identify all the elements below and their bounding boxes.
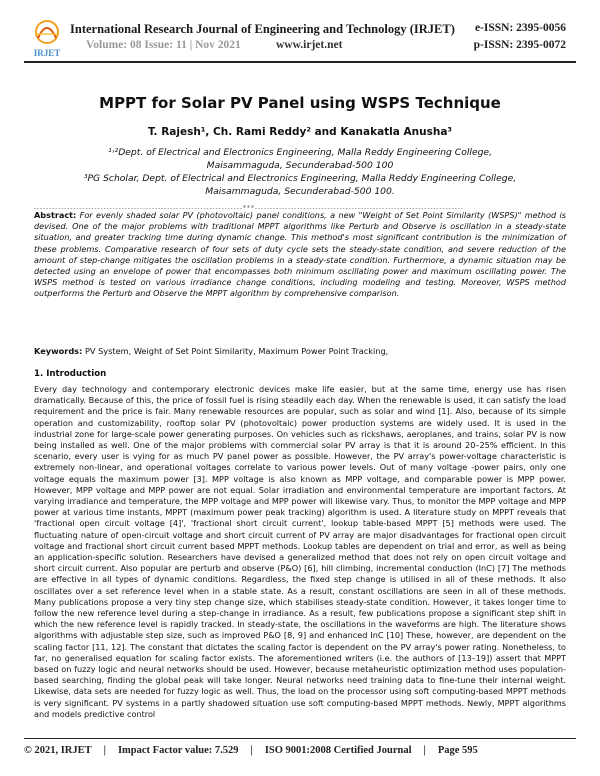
footer-page-number: Page 595	[437, 745, 478, 756]
affiliation-2: ³PG Scholar, Dept. of Electrical and Electronics Engineering, Malla Reddy Engineering College, Maisammaguda, Secunderabad-500 100.	[83, 173, 517, 197]
footer-separator: |	[423, 745, 426, 756]
section-heading-introduction: 1. Introduction	[34, 369, 107, 379]
footer-separator: |	[250, 745, 253, 756]
irjet-logo	[26, 14, 68, 60]
introduction-paragraph: Every day technology and contemporary electronic devices make life easier, but at the same time, energy use has risen dramatically. Because of this, the price of fossil fuel is rising steadily each day. When the renewable is used, it can satisfy the load requirement and the price is fair. Many renewable resources are popular, such as solar and wind [1]. Also, because of its simple operation and customizability, rooftop solar PV (photovoltaic) power production systems are widely used. It is used in the industrial zone for large-scale power generating purposes. On vehicles such as rickshaws, aeroplanes, and trains, solar PV is now being installed as well. One of the major problems with commercial solar PV array is that it is around 20–25% efficient. In this scenario, every user is vying for as much PV panel power as possible. However, the PV array's power-voltage characteristic is extremely non-linear, and operational voltages correlate to various power levels. Out of many voltage -power pairs, only one voltage equals the maximum power [3]. MPP voltage is also known as MPP voltage, and comparable power is MPP power. However, MPP voltage and MPP power are not equal. Solar irradiation and environmental temperature are important factors. At varying irradiance and temperature, the MPP voltage and MPP power will likewise vary. Thus, to monitor the MPP voltage and MPP power at various time instants, MPPT (maximum power peak tracking) algorithm is used. A literature study on MPPT reveals that 'fractional open circuit voltage [4]', 'fractional short circuit current', lookup table-based MPPT [5] methods were used. The fluctuating nature of open-circuit voltage and short circuit current of PV array are major disadvantages for fractional open circuit voltage and fractional short circuit current based MPPT methods. Lookup tables are dependent on trial and error, as well as being an application-specific solution. Researchers have devised a generalized method that does not rely on open circuit voltage and short circuit current. Also popular are perturb and observe (P&O) [6], hill climbing, incremental conduction (InC) [7] The methods are effective in all types of dynamic conditions. Regardless, the fixed step change is utilised in all of these methods. It also oscillates over a set reference level when in a stable state. As a result, constant oscillations are seen in all of these methods. Many publications propose a very tiny step change size, which stabilises steady-state condition. However, it takes longer time to follow the new reference level during a step-change in irradiance. As a result, few publications propose a significant step shift in which the new reference level is rapidly tracked. In steady-state, the oscillations in the waveforms are high. The literature shows algorithms with adjustable step size, such as improved P&O [8, 9] and enhanced InC [10] These, however, are dependent on the scaling factor [11, 12]. The constant that dictates the scaling factor is dependent on the PV array's power rating. Nonetheless, to far, no generalised equation for scaling factor exists. The aforementioned writers (i.e. the authors of [13–19]) assert that MPPT based on fuzzy logic and neural networks should be used. However, because metaheuristic optimization method uses population-based searching, finding the global peak will take longer. Neural networks need training data to fine-tune their internal weight. Likewise, data sets are needed for fuzzy logic as well. Thus, the load on the processor using soft computing-based MPPT methods is very significant. PV systems in a partly shadowed situation use soft computing-based MPPT methods. Newly, MPPT algorithms and models predictive control	[34, 384, 566, 719]
footer-divider	[24, 738, 576, 739]
abstract-text: For evenly shaded solar PV (photovoltaic) panel conditions, a new "Weight of Set Point Similarity (WSPS)" method is devised. One of the major problems with traditional MPPT algorithms like Perturb and Observe is oscillation in a steady-state situation, and greater tracking time during dynamic change. This method's most significant contribution is the minimization of these problems. Comparative research of four sets of duty cycle sets the steady-state condition, and severe reduction of the amount of step-change mitigates the oscillation problems in a steady-state condition. Furthermore, a dynamic situation may be detected using an envelope of power that encompasses both minimum oscillating power and maximum oscillating power. The WSPS method is tested on various irradiance change conditions, including modeling and testing. Moreover, WSPS method outperforms the Perturb and Observe the MPPT algorithm by comprehensive comparison.	[34, 210, 566, 299]
volume-issue: Volume: 08 Issue: 11 | Nov 2021	[86, 39, 241, 51]
footer-impact-factor: Impact Factor value: 7.529	[117, 745, 239, 756]
e-issn: e-ISSN: 2395-0056	[474, 22, 566, 34]
paper-authors: T. Rajesh¹, Ch. Rami Reddy² and Kanakatla Anusha³	[147, 126, 453, 138]
footer-iso: ISO 9001:2008 Certified Journal	[264, 745, 412, 756]
journal-website[interactable]: www.irjet.net	[276, 39, 343, 51]
page-footer	[24, 745, 576, 756]
keywords-label: Keywords:	[34, 346, 83, 356]
keywords	[34, 346, 566, 356]
abstract-label: Abstract:	[34, 210, 77, 220]
logo-text: IRJET	[33, 48, 61, 58]
p-issn: p-ISSN: 2395-0072	[473, 39, 566, 51]
page-header	[0, 0, 600, 72]
keywords-text: PV System, Weight of Set Point Similarity, Maximum Power Point Tracking,	[84, 346, 389, 356]
abstract	[34, 210, 566, 300]
affiliation-1: ¹˒²Dept. of Electrical and Electronics Engineering, Malla Reddy Engineering College, Maisammaguda, Secunderabad-500 100	[108, 147, 492, 171]
journal-title: International Research Journal of Engineering and Technology (IRJET)	[70, 22, 455, 36]
footer-separator: |	[103, 745, 106, 756]
paper-title: MPPT for Solar PV Panel using WSPS Technique	[99, 94, 501, 112]
introduction-body	[34, 384, 566, 720]
header-divider	[24, 61, 576, 63]
section-separator: ---------------------------------------------------------------------***---------------------------------------------------------------------	[34, 205, 464, 212]
footer-copyright: © 2021, IRJET	[24, 745, 92, 756]
